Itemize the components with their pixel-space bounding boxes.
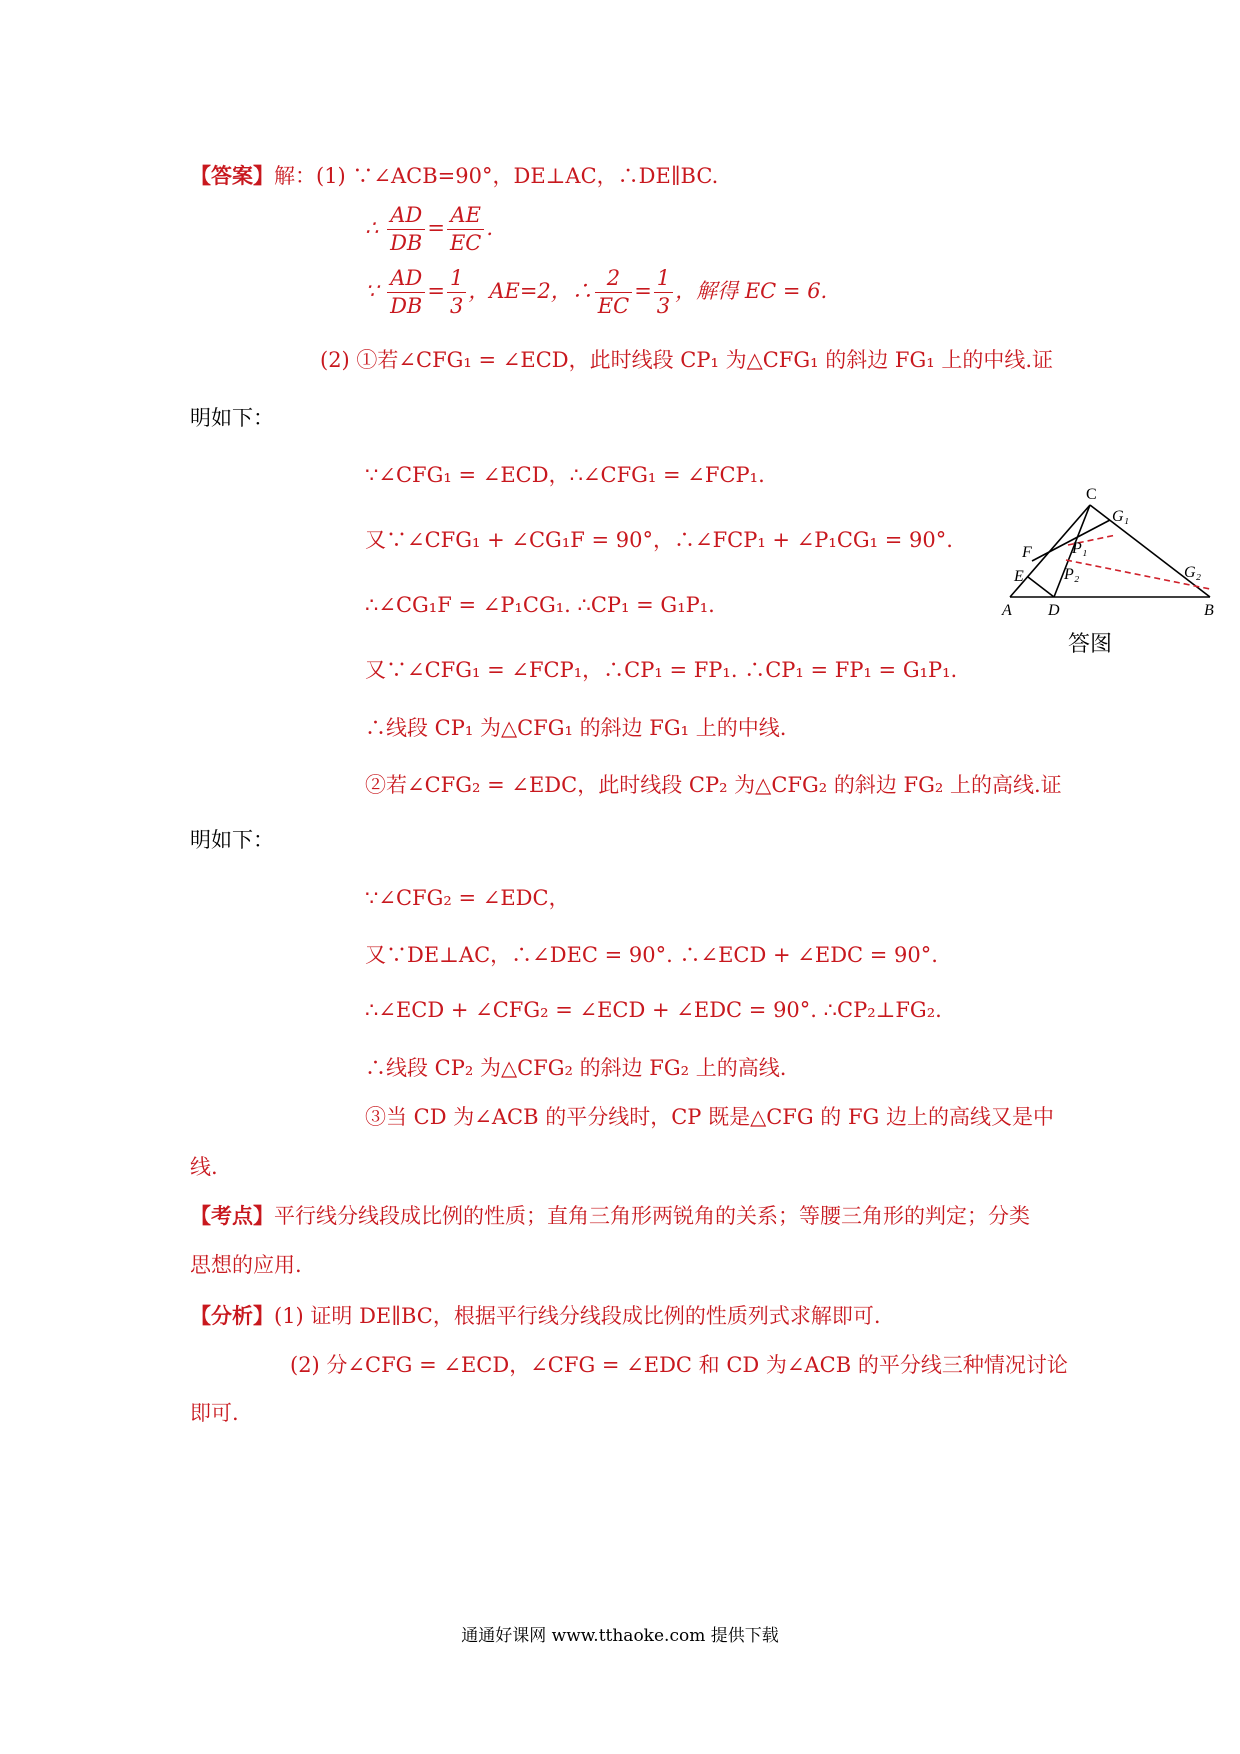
- fenxi-line-3: 即可.: [190, 1401, 239, 1425]
- page-footer: 通通好课网 www.tthaoke.com 提供下载: [461, 1626, 779, 1646]
- label-p2: P₂: [1064, 566, 1080, 583]
- label-b: B: [1204, 602, 1214, 619]
- proof1-conclusion: ∴线段 CP₁ 为△CFG₁ 的斜边 FG₁ 上的中线.: [365, 716, 787, 740]
- fraction-ae-ec: $\frac{AE}{EC}$: [447, 205, 484, 254]
- label-g1: G₁: [1112, 508, 1130, 525]
- fenxi-line-1: 【分析】(1) 证明 DE∥BC，根据平行线分线段成比例的性质列式求解即可.: [190, 1303, 881, 1328]
- proof2-step2: 又∵DE⊥AC，∴∠DEC = 90°. ∴∠ECD + ∠EDC = 90°.: [365, 943, 938, 967]
- segment-de: [1028, 577, 1054, 597]
- answer-step-1: 解：(1) ∵∠ACB=90°，DE⊥AC，∴DE∥BC.: [274, 164, 719, 188]
- label-e: E: [1014, 568, 1024, 585]
- label-c: C: [1086, 486, 1097, 503]
- part2-case1-intro: (2) ①若∠CFG₁ = ∠ECD，此时线段 CP₁ 为△CFG₁ 的斜边 FG₁ 上的中线.证: [320, 348, 1054, 372]
- part2-case3-cont: 线.: [190, 1155, 218, 1179]
- label-a: A: [1002, 602, 1012, 619]
- fraction-ad-db: $\frac{AD}{DB}$: [387, 205, 425, 254]
- proof2-conclusion: ∴线段 CP₂ 为△CFG₂ 的斜边 FG₂ 上的高线.: [365, 1056, 787, 1080]
- fenxi-line-2: (2) 分∠CFG = ∠ECD，∠CFG = ∠EDC 和 CD 为∠ACB 的平分线三种情况讨论: [290, 1353, 1068, 1377]
- proof2-step3: ∴∠ECD + ∠CFG₂ = ∠ECD + ∠EDC = 90°. ∴CP₂⊥FG₂.: [365, 998, 942, 1022]
- part2-case3: ③当 CD 为∠ACB 的平分线时，CP 既是△CFG 的 FG 边上的高线又是中: [365, 1105, 1054, 1129]
- proof1-step3: ∴∠CG₁F = ∠P₁CG₁. ∴CP₁ = G₁P₁.: [365, 593, 715, 617]
- answer-line-3: ∵ $\frac{AD}{DB}$ = $\frac{1}{3}$ ，AE=2，∴ $\frac{2}{EC}$ = $\frac{1}{3}$ ，解得 EC = 6.: [365, 266, 828, 318]
- figure-caption: 答图: [1068, 632, 1113, 657]
- proof1-step1: ∵∠CFG₁ = ∠ECD，∴∠CFG₁ = ∠FCP₁.: [365, 463, 765, 487]
- answer-tag: 【答案】: [190, 163, 274, 188]
- part2-case1-intro-cont: 明如下：: [190, 406, 274, 430]
- segment-cb: [1090, 505, 1210, 597]
- part2-case2-intro-cont: 明如下：: [190, 828, 274, 852]
- label-p1: P₁: [1072, 540, 1088, 557]
- proof1-step2: 又∵∠CFG₁ + ∠CG₁F = 90°，∴∠FCP₁ + ∠P₁CG₁ = 90°.: [365, 528, 953, 552]
- answer-line-2: ∴ $\frac{AD}{DB}$ = $\frac{AE}{EC}$ .: [365, 203, 494, 255]
- proof1-step4: 又∵∠CFG₁ = ∠FCP₁，∴CP₁ = FP₁. ∴CP₁ = FP₁ = G₁P₁.: [365, 658, 958, 682]
- fraction-2-ec: $\frac{2}{EC}$: [595, 268, 632, 317]
- fraction-1-3: $\frac{1}{3}$: [447, 268, 466, 317]
- kaodian-line-1: 【考点】平行线分线段成比例的性质；直角三角形两锐角的关系；等腰三角形的判定；分类: [190, 1203, 1030, 1228]
- kaodian-tag: 【考点】: [190, 1203, 274, 1228]
- answer-line-1: [190, 165, 718, 187]
- part2-case2-intro: ②若∠CFG₂ = ∠EDC，此时线段 CP₂ 为△CFG₂ 的斜边 FG₂ 上的高线.证: [365, 773, 1062, 797]
- label-g2: G₂: [1184, 564, 1202, 581]
- therefore-symbol: ∴: [365, 216, 379, 240]
- proof2-step1: ∵∠CFG₂ = ∠EDC，: [365, 886, 570, 910]
- label-d: D: [1048, 602, 1060, 619]
- fraction-ad-db-2: $\frac{AD}{DB}$: [387, 268, 425, 317]
- label-f: F: [1022, 544, 1032, 561]
- fraction-1-3-b: $\frac{1}{3}$: [654, 268, 673, 317]
- answer-figure: [1000, 485, 1220, 665]
- fenxi-tag: 【分析】: [190, 1303, 274, 1328]
- kaodian-line-2: 思想的应用.: [190, 1253, 302, 1277]
